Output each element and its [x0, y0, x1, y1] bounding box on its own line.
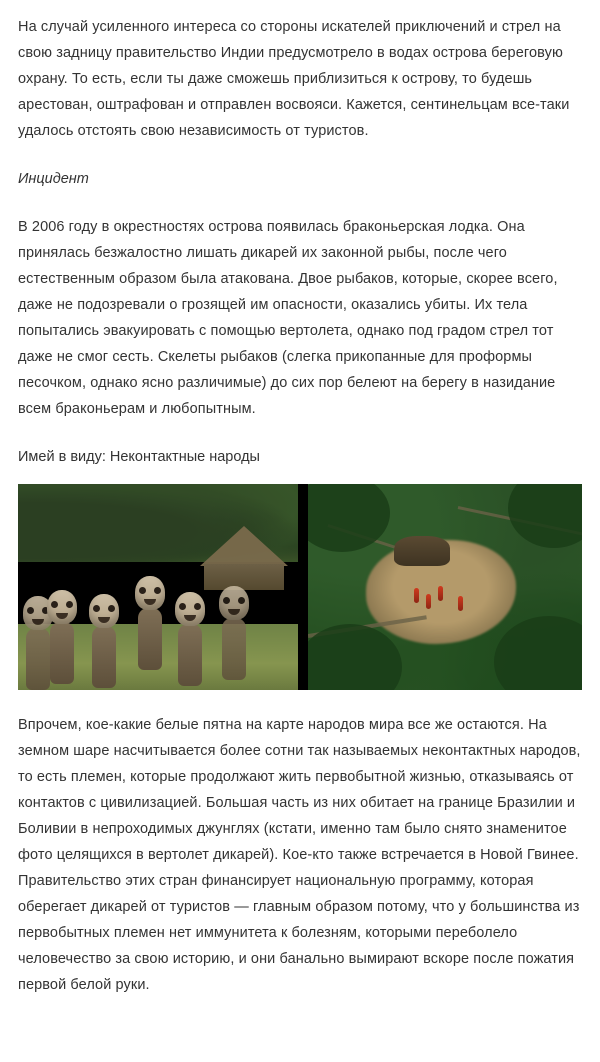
figure-body [222, 618, 246, 680]
figure-body [178, 624, 202, 686]
figure-divider [298, 484, 308, 690]
tribe-person [458, 596, 463, 611]
tribe-person [414, 588, 419, 603]
tribe-person [438, 586, 443, 601]
paragraph-coast-guard: На случай усиленного интереса со стороны искателей приключений и стрел на свою задницу правительство Индии предусмотрело в водах острова береговую охрану. То есть, если ты даже сможешь приблизиться к острову, то будешь арестован, оштрафован и отправлен восвояси. Кажется, сентинельцам все-таки удалось отстоять свою независимость от туристов. [18, 19, 570, 139]
related-link-note: Имей в виду: Неконтактные народы [18, 449, 260, 465]
mask-mouth [56, 613, 68, 619]
figure-body [92, 626, 116, 688]
foliage-blur [508, 484, 582, 548]
figure-body [138, 608, 162, 670]
masked-figure [130, 576, 170, 670]
figure-body [50, 622, 74, 684]
mask-head [135, 576, 165, 610]
mask-mouth [144, 599, 156, 605]
mask-head [219, 586, 249, 620]
mask-head [175, 592, 205, 626]
photo-aerial-jungle [308, 484, 582, 690]
photo-tribal-masks-canvas [18, 484, 298, 690]
masked-figure [214, 586, 254, 680]
paragraph-incident-2006: В 2006 году в окрестностях острова появилась браконьерская лодка. Она принялась безжалостно лишать дикарей их законной рыбы, после чего естественным образом была атакована. Двое рыбаков, которые, скорее всего, даже не подозревали о грозящей им опасности, оказались убиты. Их тела попытались эвакуировать с помощью вертолета, однако под градом стрел тот даже не смог сесть. Скелеты рыбаков (слегка прикопанные для проформы песочком, однако ясно различимые) до сих пор белеют на берегу в назидание всем браконьерам и любопытным. [18, 219, 558, 417]
foliage-blur [308, 624, 402, 690]
mask-mouth [184, 615, 196, 621]
foliage-blur [494, 616, 582, 690]
masked-figure [84, 594, 124, 688]
masked-figure [42, 590, 82, 684]
mask-mouth [98, 617, 110, 623]
tribe-person [426, 594, 431, 609]
figure-image-pair [18, 484, 582, 690]
masked-figure [170, 592, 210, 686]
jungle-hut [394, 536, 450, 566]
section-subheading-incident: Инцидент [18, 171, 89, 187]
photo-tribal-masks [18, 484, 298, 690]
mask-head [89, 594, 119, 628]
paragraph-uncontacted-peoples: Впрочем, кое-какие белые пятна на карте народов мира все же остаются. На земном шаре насчитывается более сотни так называемых неконтактных народов, то есть племен, которые продолжают жить первобытной жизнью, отказываясь от контактов с цивилизацией. Большая часть из них обитает на границе Бразилии и Боливии в непроходимых джунглях (кстати, именно там было снято знаменитое фото целящихся в вертолет дикарей). Кое-кто также встречается в Новой Гвинее. Правительство этих стран финансирует национальную программу, которая оберегает дикарей от туристов — главным образом потому, что у большинства из первобытных племен нет иммунитета к болезням, которыми переболело человечество за свою историю, и они банально вымирают вскоре после пожатия первой белой руки. [18, 717, 581, 993]
mask-head [47, 590, 77, 624]
hut-roof-shape [200, 526, 288, 566]
photo-aerial-jungle-canvas [308, 484, 582, 690]
mask-mouth [228, 609, 240, 615]
